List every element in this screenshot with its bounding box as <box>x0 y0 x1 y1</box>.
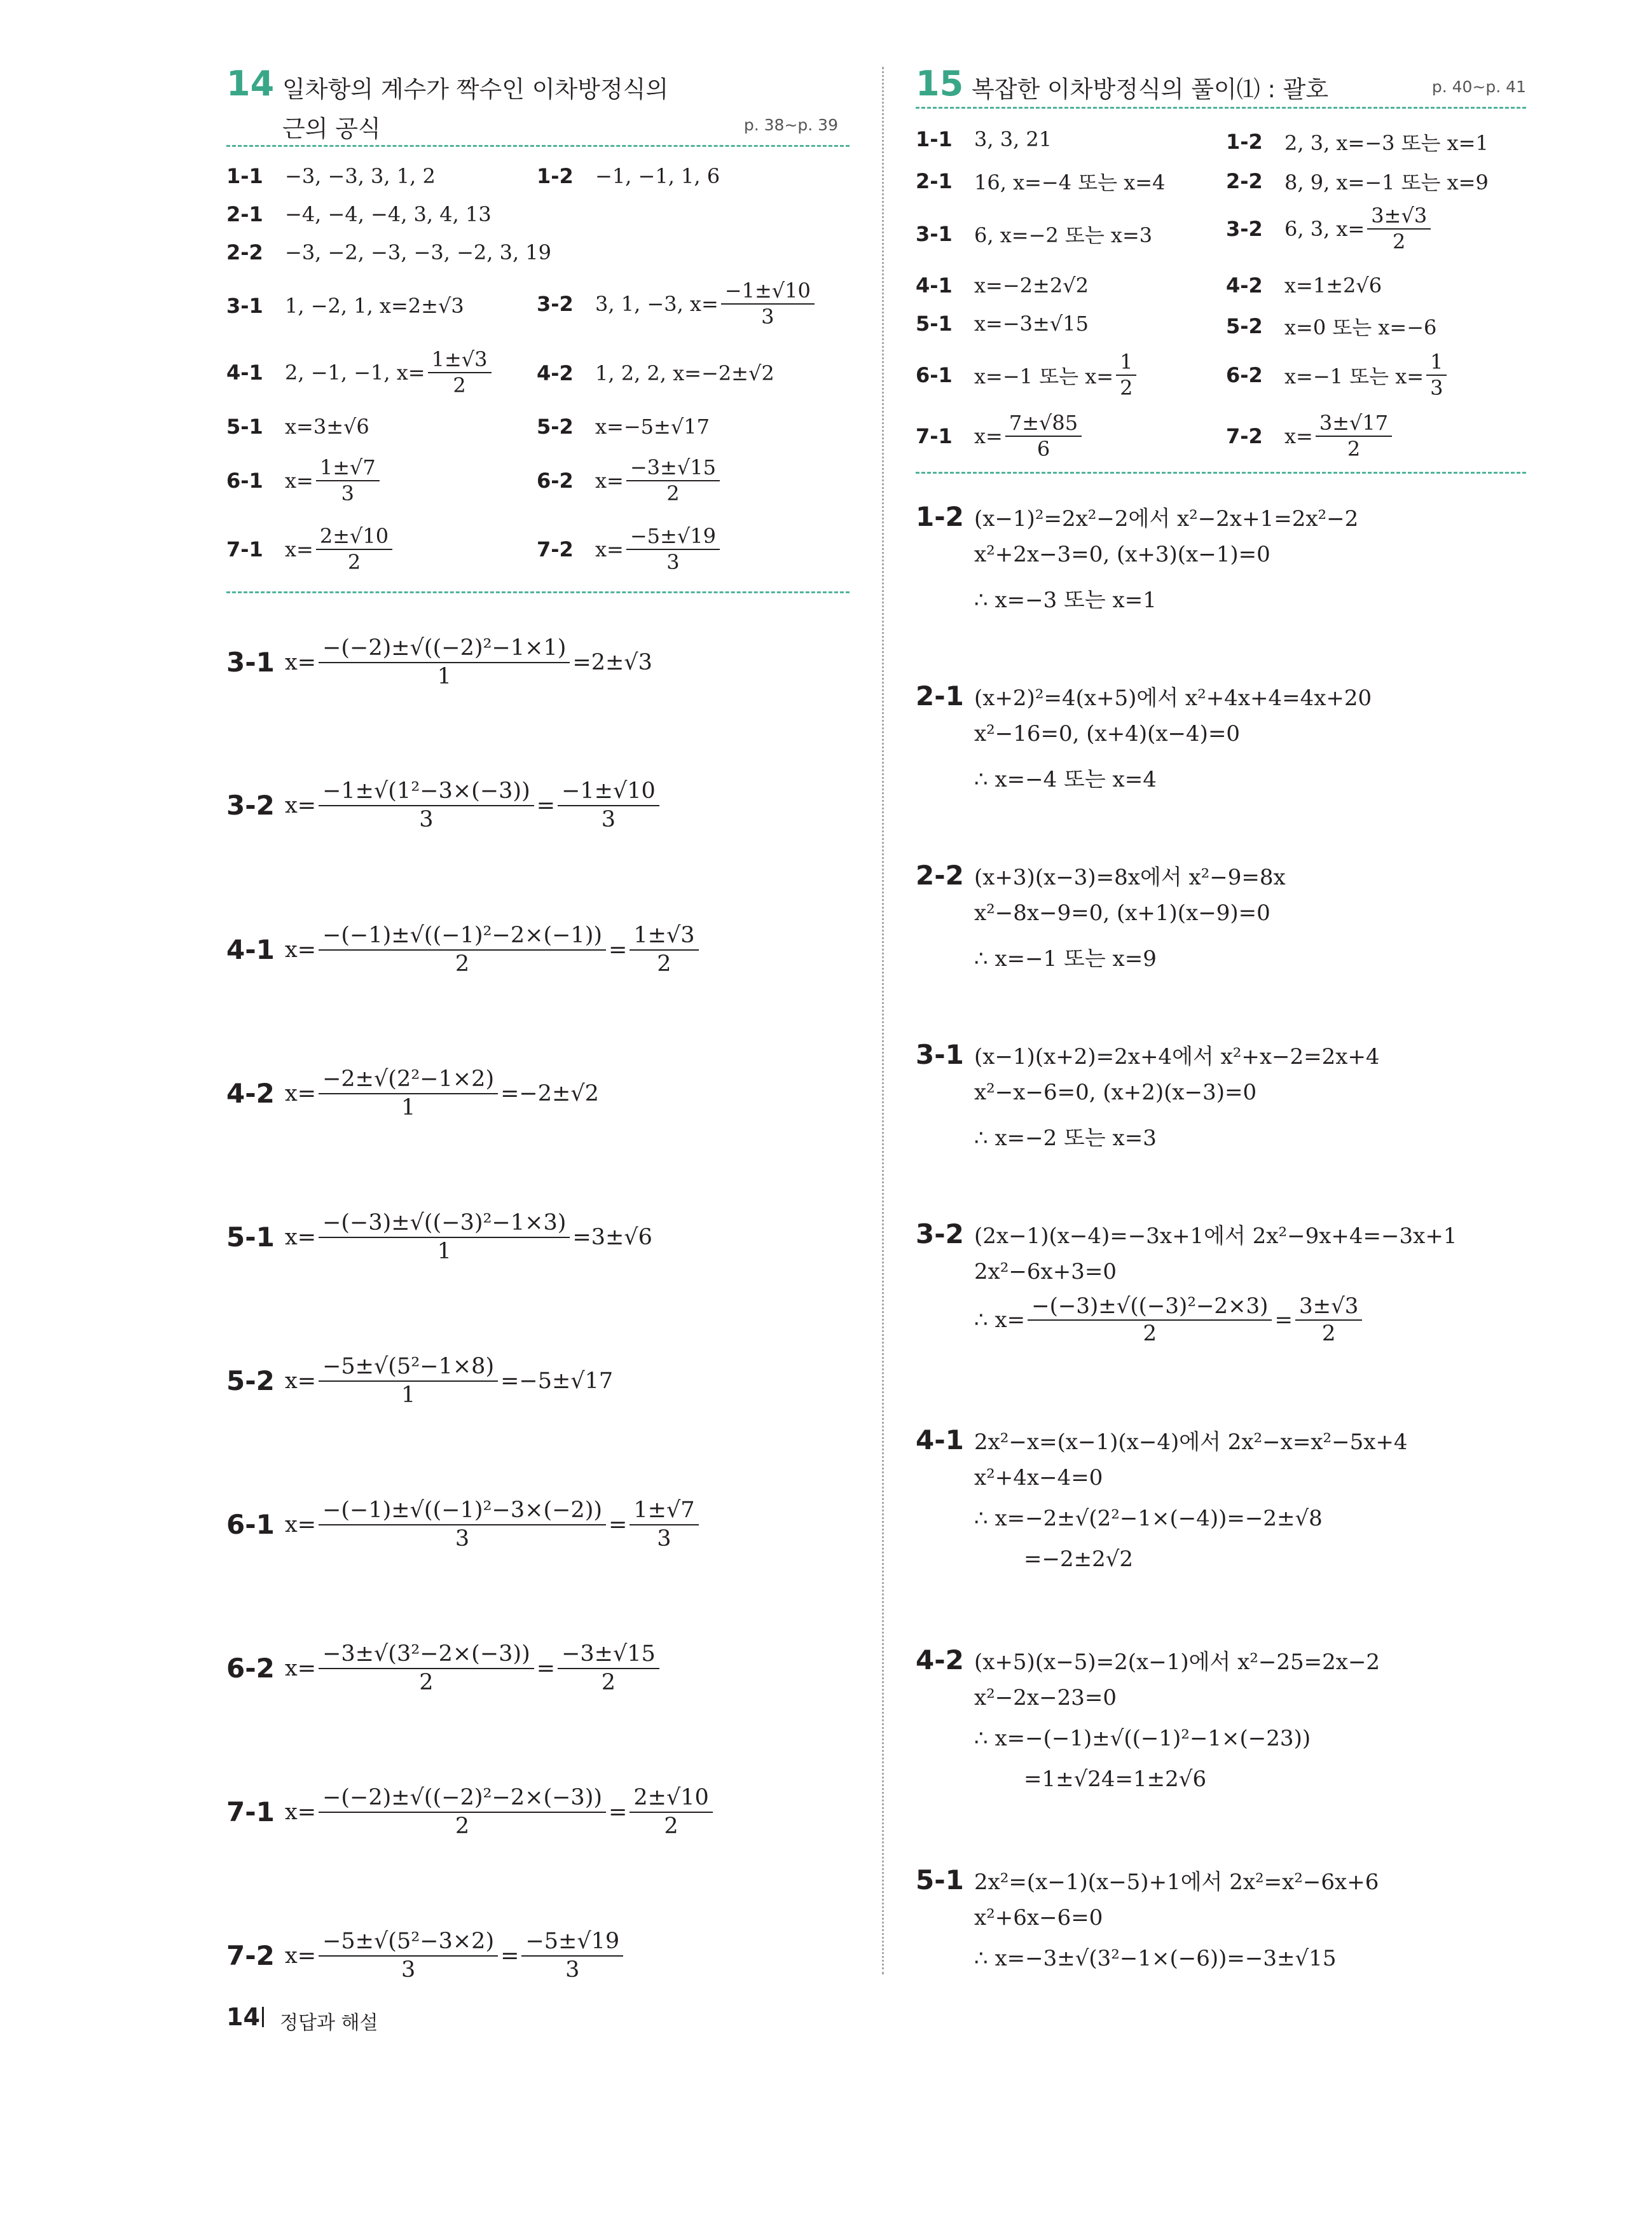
answer-item: 6-1 x=−1 또는 x= $\frac{1}{2}$ <box>916 351 1139 399</box>
answer-item: 6-2 x= $\frac{-3\pm√15}{2}$ <box>537 457 722 505</box>
solution-item: 6-2 x= $\frac{\text{−3±√(3²−2×(−3))}}{2}$ = $\frac{-3\pm√15}{2}$ <box>226 1642 662 1695</box>
section-number: 14 <box>226 64 275 104</box>
solution-item: 7-2 x= $\frac{\text{−5±√(5²−3×2)}}{3}$ = $\frac{-5\pm√19}{3}$ <box>226 1929 626 1982</box>
section-title-line2: 근의 공식 <box>282 115 381 142</box>
answer-item: 3-2 6, 3, x= $\frac{3\pm√3}{2}$ <box>1226 205 1433 253</box>
solution-item: 5-1 x= $\frac{\text{−(−3)±√((−3)²−1×3)}}{1}$ =3±√6 <box>226 1210 652 1264</box>
page-reference: p. 38~p. 39 <box>743 116 838 134</box>
answer-item: 7-2 x= $\frac{-5\pm√19}{3}$ <box>537 525 722 574</box>
answer-item: 5-1 x=3±√6 <box>226 415 369 439</box>
answer-item: 6-1 x= $\frac{1\pm√7}{3}$ <box>226 457 382 505</box>
answer-item: 2-1 −4, −4, −4, 3, 4, 13 <box>226 202 492 226</box>
solution-item: 7-1 x= $\frac{\text{−(−2)±√((−2)²−2×(−3))}}{2}$ = $\frac{2\pm√10}{2}$ <box>226 1786 715 1838</box>
section-number: 15 <box>916 64 964 104</box>
solution-item: 6-1 x= $\frac{\text{−(−1)±√((−1)²−3×(−2))}}{3}$ = $\frac{1\pm√7}{3}$ <box>226 1498 701 1551</box>
dashed-divider <box>916 472 1526 474</box>
answer-item: 2-2 −3, −2, −3, −3, −2, 3, 19 <box>226 240 551 265</box>
column-divider <box>882 67 884 1974</box>
page-reference: p. 40~p. 41 <box>1431 78 1526 96</box>
answer-item: 4-1 2, −1, −1, x= $\frac{1\pm√3}{2}$ <box>226 348 494 397</box>
dashed-divider <box>226 591 850 593</box>
answer-item: 4-2 1, 2, 2, x=−2±√2 <box>537 361 774 385</box>
answer-item: 3-1 1, −2, 1, x=2±√3 <box>226 294 464 318</box>
answer-item: 2-2 8, 9, x=−1 또는 x=9 <box>1226 169 1489 195</box>
footer-label: 정답과 해설 <box>280 2012 378 2034</box>
dashed-divider <box>916 107 1526 109</box>
answer-item: 5-2 x=0 또는 x=−6 <box>1226 314 1437 340</box>
answer-item: 7-1 x= $\frac{7\pm√85}{6}$ <box>916 412 1084 460</box>
answer-item: 4-1 x=−2±2√2 <box>916 273 1089 298</box>
solution-item: 4-1 x= $\frac{\text{−(−1)±√((−1)²−2×(−1))}}{2}$ = $\frac{1\pm√3}{2}$ <box>226 923 701 976</box>
answer-item: 3-2 3, 1, −3, x= $\frac{-1\pm√10}{3}$ <box>537 280 817 328</box>
dashed-divider <box>226 145 850 147</box>
answer-item: 7-1 x= $\frac{2\pm√10}{2}$ <box>226 525 395 574</box>
answer-item: 4-2 x=1±2√6 <box>1226 273 1382 298</box>
answer-item: 7-2 x= $\frac{3\pm√17}{2}$ <box>1226 412 1394 460</box>
solution-item: 5-2 x= $\frac{\text{−5±√(5²−1×8)}}{1}$ =−5±√17 <box>226 1354 614 1408</box>
solution-item: 4-2 x= $\frac{\text{−2±√(2²−1×2)}}{1}$ =−2±√2 <box>226 1066 599 1120</box>
answer-item: 6-2 x=−1 또는 x= $\frac{1}{3}$ <box>1226 351 1449 399</box>
answer-item: 2-1 16, x=−4 또는 x=4 <box>916 169 1166 195</box>
answer-item: 1-1 −3, −3, 3, 1, 2 <box>226 164 436 188</box>
footer-separator <box>262 2007 264 2027</box>
section-title: 일차항의 계수가 짝수인 이차방정식의 <box>282 76 669 103</box>
page-number: 14 <box>226 2003 260 2031</box>
answer-item: 1-2 2, 3, x=−3 또는 x=1 <box>1226 130 1489 155</box>
section-title: 복잡한 이차방정식의 풀이⑴ : 괄호 <box>972 76 1329 103</box>
answer-item: 3-1 6, x=−2 또는 x=3 <box>916 222 1153 247</box>
answer-item: 1-1 3, 3, 21 <box>916 127 1052 151</box>
solution-item: 3-2 x= $\frac{\text{−1±√(1²−3×(−3))}}{3}$ = $\frac{-1\pm√10}{3}$ <box>226 779 662 832</box>
answer-item: 5-2 x=−5±√17 <box>537 415 710 439</box>
answer-item: 5-1 x=−3±√15 <box>916 312 1089 336</box>
solution-item: 3-1 x= $\frac{\text{−(−2)±√((−2)²−1×1)}}{1}$ =2±√3 <box>226 635 652 689</box>
answer-item: 1-2 −1, −1, 1, 6 <box>537 164 720 188</box>
